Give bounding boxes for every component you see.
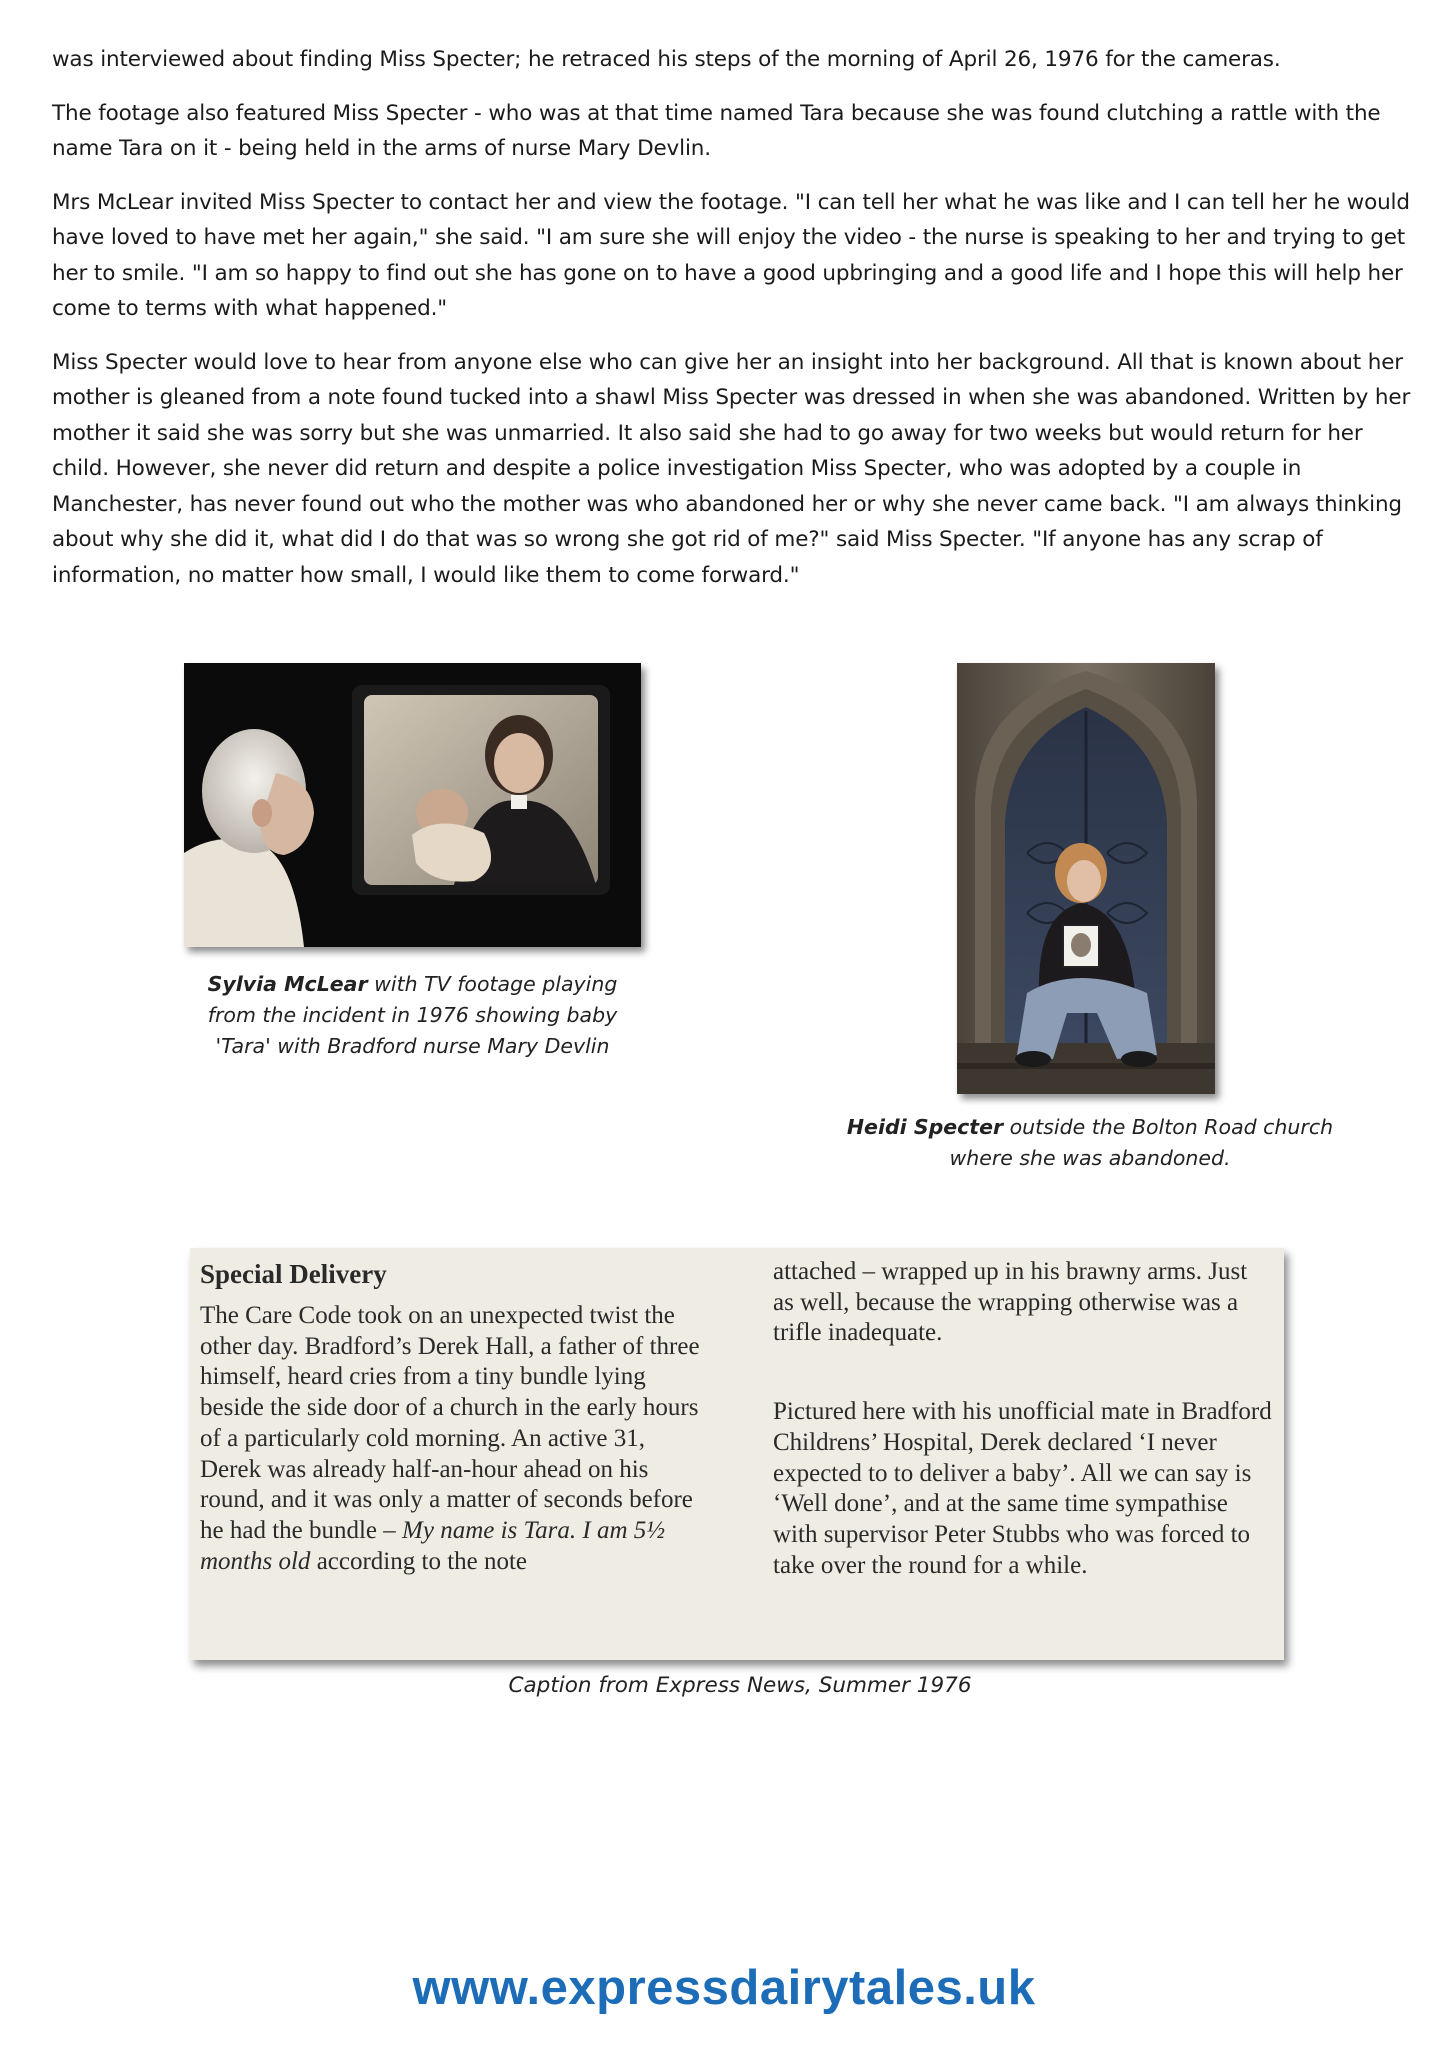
clipping-title: Special Delivery [200,1259,387,1289]
tv-footage-photo [184,663,641,947]
clipping-paragraph: Pictured here with his unofficial mate in Bradford Childrens’ Hospital, Derek declared ‘I never expected to to deliver a baby’. All we can say is ‘Well done’, and at the same time sympathise with supervisor Peter Stubbs who was forced to take over the round for a while. [773,1398,1272,1579]
clipping-right-column [773,1257,1273,1581]
clipping-left-column [200,1257,700,1577]
article-paragraph: Miss Specter would love to hear from anyone else who can give her an insight into her background. All that is known about her mother is gleaned from a note found tucked into a shawl Miss Specter was dressed in when she was abandoned. Written by her mother it said she was sorry but she was unmarried. It also said she had to go away for two weeks but would return for her child. However, she never did return and despite a police investigation Miss Specter, who was adopted by a couple in Manchester, has never found out who the mother was who abandoned her or why she never came back. "I am always thinking about why she did it, what did I do that was so wrong she got rid of me?" said Miss Specter. "If anyone has any scrap of information, no matter how small, I would like them to come forward." [52,349,1411,588]
article-body [52,42,1412,611]
church-photo-caption [840,1112,1340,1174]
newspaper-clipping [190,1248,1284,1660]
clipping-paragraph [200,1301,700,1577]
caption-person-name: Heidi Specter [846,1115,1004,1139]
clipping-text: according to the note [310,1547,528,1575]
article-paragraph: The footage also featured Miss Specter - who was at that time named Tara because she was found clutching a rattle with the name Tara on it - being held in the arms of nurse Mary Devlin. [52,100,1381,161]
clipping-paragraph: attached – wrapped up in his brawny arms. Just as well, because the wrapping otherwise was a trifle inadequate. [773,1258,1248,1347]
caption-text: outside the Bolton Road church where she was abandoned. [949,1115,1334,1170]
clipping-quote: My name is Tara. I am 5½ months old [200,1516,665,1575]
caption-text: with TV footage playing from the incident in 1976 showing baby 'Tara' with Bradford nurse Mary Devlin [207,972,618,1058]
article-paragraph: Mrs McLear invited Miss Specter to contact her and view the footage. "I can tell her what he was like and I can tell her he would have loved to have met her again," she said. "I am sure she will enjoy the video - the nurse is speaking to her and trying to get her to smile. "I am so happy to find out she has gone on to have a good upbringing and a good life and I hope this will help her come to terms with what happened." [52,189,1410,321]
clipping-caption: Caption from Express News, Summer 1976 [508,1673,972,1698]
tv-photo-caption [184,969,641,1062]
caption-person-name: Sylvia McLear [207,972,368,996]
clipping-text: The Care Code took on an unexpected twist the other day. Bradford’s Derek Hall, a father of three himself, heard cries from a tiny bundle lying beside the side door of a church in the early hours of a particularly cold morning. An active 31, Derek was already half-an-hour ahead on his round, and it was only a matter of seconds before he had the bundle – [200,1302,700,1544]
article-paragraph: was interviewed about finding Miss Specter; he retraced his steps of the morning of April 26, 1976 for the cameras. [52,47,1281,72]
church-doorway-photo [957,663,1215,1094]
website-url-link[interactable]: www.expressdairytales.uk [412,1961,1036,2015]
